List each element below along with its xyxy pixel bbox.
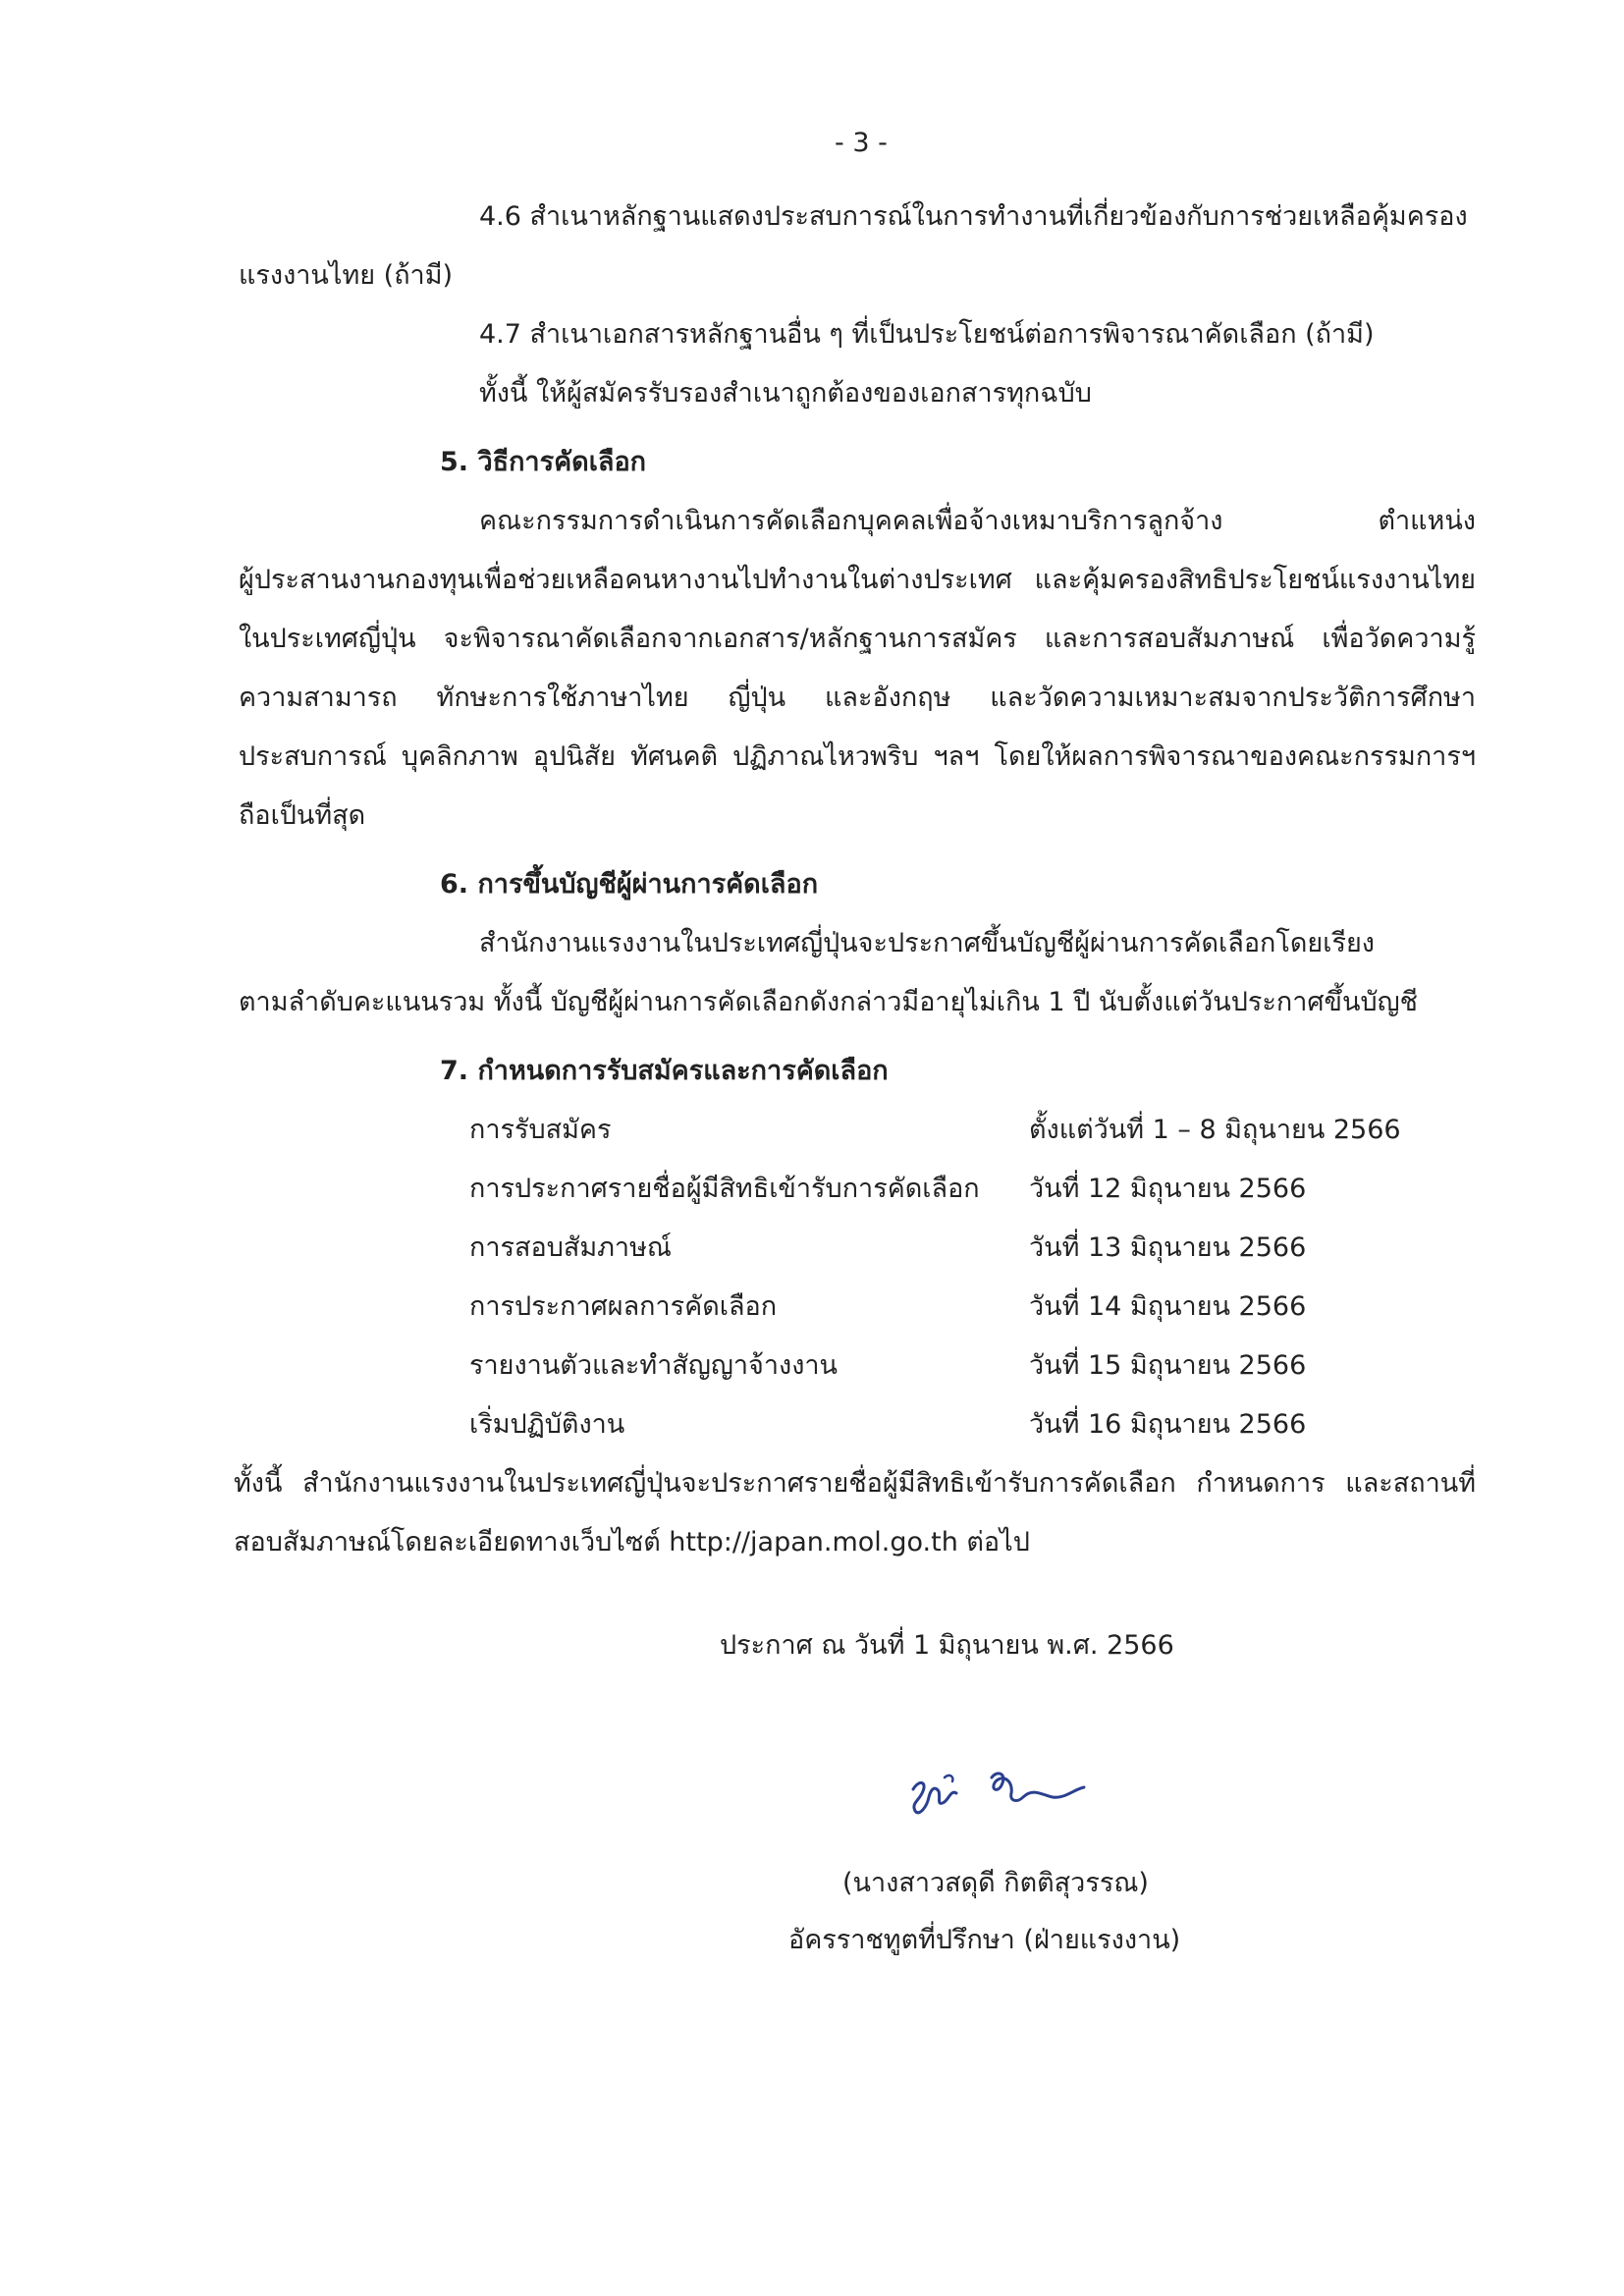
section-7-note-line: ทั้งนี้ สำนักงานแรงงานในประเทศญี่ปุ่นจะประกาศรายชื่อผู้มีสิทธิเข้ารับการคัดเลือก กำหนดการ และสถานที่ [234, 1468, 1476, 1499]
signatory-title: อัครราชทูตที่ปรึกษา (ฝ่ายแรงงาน) [788, 1925, 1181, 1955]
section-7-heading: 7. กำหนดการรับสมัครและการคัดเลือก [440, 1056, 889, 1086]
section-5-line: ผู้ประสานงานกองทุนเพื่อช่วยเหลือคนหางานไปทำงานในต่างประเทศ และคุ้มครองสิทธิประโยชน์แรงงานไทย [239, 565, 1476, 595]
schedule-date: วันที่ 16 มิถุนายน 2566 [1029, 1409, 1307, 1440]
announcement-date: ประกาศ ณ วันที่ 1 มิถุนายน พ.ศ. 2566 [720, 1630, 1174, 1661]
section-6-line: สำนักงานแรงงานในประเทศญี่ปุ่นจะประกาศขึ้นบัญชีผู้ผ่านการคัดเลือกโดยเรียง [479, 928, 1375, 958]
schedule-date: วันที่ 13 มิถุนายน 2566 [1029, 1232, 1307, 1263]
section-5-line: ถือเป็นที่สุด [239, 800, 366, 831]
schedule-activity: การรับสมัคร [469, 1115, 612, 1145]
section-5-line: ประสบการณ์ บุคลิกภาพ อุปนิสัย ทัศนคติ ปฏิภาณไหวพริบ ฯลฯ โดยให้ผลการพิจารณาของคณะกรรมการฯ [239, 741, 1476, 772]
schedule-activity: รายงานตัวและทำสัญญาจ้างงาน [469, 1350, 839, 1381]
certify-note: ทั้งนี้ ให้ผู้สมัครรับรองสำเนาถูกต้องของเอกสารทุกฉบับ [479, 378, 1092, 409]
item-4-7: 4.7 สำเนาเอกสารหลักฐานอื่น ๆ ที่เป็นประโยชน์ต่อการพิจารณาคัดเลือก (ถ้ามี) [479, 319, 1375, 350]
schedule-date: ตั้งแต่วันที่ 1 – 8 มิถุนายน 2566 [1029, 1115, 1401, 1145]
schedule-date: วันที่ 15 มิถุนายน 2566 [1029, 1350, 1307, 1381]
section-6-heading: 6. การขึ้นบัญชีผู้ผ่านการคัดเลือก [440, 869, 819, 900]
schedule-activity: การประกาศผลการคัดเลือก [469, 1291, 778, 1322]
schedule-activity: เริ่มปฏิบัติงาน [469, 1409, 625, 1440]
schedule-activity: การประกาศรายชื่อผู้มีสิทธิเข้ารับการคัดเลือก [469, 1174, 980, 1204]
section-5-line: คณะกรรมการดำเนินการคัดเลือกบุคคลเพื่อจ้างเหมาบริการลูกจ้าง ตำแหน่ง [479, 506, 1476, 536]
schedule-date: วันที่ 12 มิถุนายน 2566 [1029, 1174, 1307, 1204]
item-4-6-line-1: 4.6 สำเนาหลักฐานแสดงประสบการณ์ในการทำงานที่เกี่ยวข้องกับการช่วยเหลือคุ้มครอง [479, 201, 1468, 232]
schedule-date: วันที่ 14 มิถุนายน 2566 [1029, 1291, 1307, 1322]
section-6-line: ตามลำดับคะแนนรวม ทั้งนี้ บัญชีผู้ผ่านการคัดเลือกดังกล่าวมีอายุไม่เกิน 1 ปี นับตั้งแต่วันประกาศขึ้นบัญชี [239, 987, 1418, 1017]
item-4-6-line-2: แรงงานไทย (ถ้ามี) [239, 260, 454, 291]
section-7-note-line: สอบสัมภาษณ์โดยละเอียดทางเว็บไซต์ http://japan.mol.go.th ต่อไป [234, 1527, 1030, 1558]
page-number: - 3 - [835, 128, 888, 158]
handwritten-signature [905, 1760, 1121, 1819]
section-5-line: ในประเทศญี่ปุ่น จะพิจารณาคัดเลือกจากเอกสาร/หลักฐานการสมัคร และการสอบสัมภาษณ์ เพื่อวัดความรู้ [239, 624, 1476, 654]
signatory-name: (นางสาวสดุดี กิตติสุวรรณ) [842, 1868, 1149, 1898]
section-5-line: ความสามารถ ทักษะการใช้ภาษาไทย ญี่ปุ่น และอังกฤษ และวัดความเหมาะสมจากประวัติการศึกษา [239, 683, 1476, 713]
schedule-activity: การสอบสัมภาษณ์ [469, 1232, 672, 1263]
section-5-heading: 5. วิธีการคัดเลือก [440, 447, 647, 477]
